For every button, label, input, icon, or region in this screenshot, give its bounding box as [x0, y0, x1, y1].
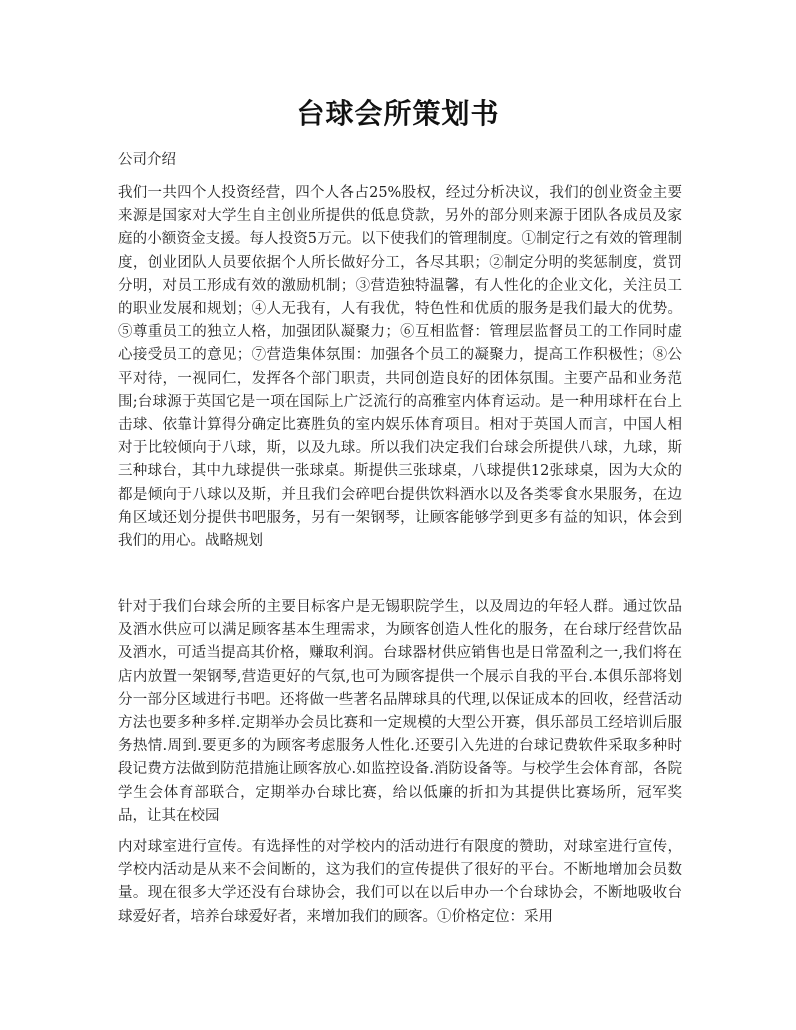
- paragraph: 内对球室进行宣传。有选择性的对学校内的活动进行有限度的赞助，对球室进行宣传，学校内活动是从来不会间断的，这为我们的宣传提供了很好的平台。不断地增加会员数量。现在很多大学还没有台球协会，我们可以在以后申办一个台球协会，不断地吸收台球爱好者，培养台球爱好者，来增加我们的顾客。①价格定位：采用: [118, 839, 682, 925]
- document-title: 台球会所策划书: [296, 97, 500, 130]
- section-heading: 公司介绍: [118, 152, 176, 168]
- paragraph: 针对于我们台球会所的主要目标客户是无锡职院学生，以及周边的年轻人群。通过饮品及酒水供应可以满足顾客基本生理需求，为顾客创造人性化的服务，在台球厅经营饮品及酒水，可适当提高其价格，赚取利润。台球器材供应销售也是日常盈利之一,我们将在店内放置一架钢琴,营造更好的气氛,也可为顾客提供一个展示自我的平台.本俱乐部将划分一部分区域进行书吧。还将做一些著名品牌球具的代理,以保证成本的回收，经营活动方法也要多种多样.定期举办会员比赛和一定规模的大型公开赛，俱乐部员工经培训后服务热情.周到.要更多的为顾客考虑服务人性化.还要引入先进的台球记费软件采取多种时段记费方法做到防范措施让顾客放心.如监控设备.消防设备等。与校学生会体育部，各院学生会体育部联合，定期举办台球比赛，给以低廉的折扣为其提供比赛场所，冠军奖品，让其在校园: [118, 599, 682, 824]
- paragraph: 我们一共四个人投资经营，四个人各占25%股权，经过分析决议，我们的创业资金主要来源是国家对大学生自主创业所提供的低息贷款，另外的部分则来源于团队各成员及家庭的小额资金支援。每人投资5万元。以下使我们的管理制度。①制定行之有效的管理制度，创业团队人员要依据个人所长做好分工，各尽其职；②制定分明的奖惩制度，赏罚分明，对员工形成有效的激励机制；③营造独特温馨，有人性化的企业文化，关注员工的职业发展和规划；④人无我有，人有我优，特色性和优质的服务是我们最大的优势。⑤尊重员工的独立人格，加强团队凝聚力；⑥互相监督：管理层监督员工的工作同时虚心接受员工的意见；⑦营造集体氛围：加强各个员工的凝聚力，提高工作积极性；⑧公平对待，一视同仁，发挥各个部门职责，共同创造良好的团体氛围。主要产品和业务范围;台球源于英国它是一项在国际上广泛流行的高雅室内体育运动。是一种用球杆在台上击球、依靠计算得分确定比赛胜负的室内娱乐体育项目。相对于英国人而言，中国人相对于比较倾向于八球，斯，以及九球。所以我们决定我们台球会所提供八球，九球，斯三种球台，其中九球提供一张球桌。斯提供三张球桌，八球提供12张球桌，因为大众的都是倾向于八球以及斯，并且我们会碎吧台提供饮料酒水以及各类零食水果服务，在边角区域还划分提供书吧服务，另有一架钢琴，让顾客能够学到更多有益的知识，体会到我们的用心。战略规划: [118, 185, 682, 550]
